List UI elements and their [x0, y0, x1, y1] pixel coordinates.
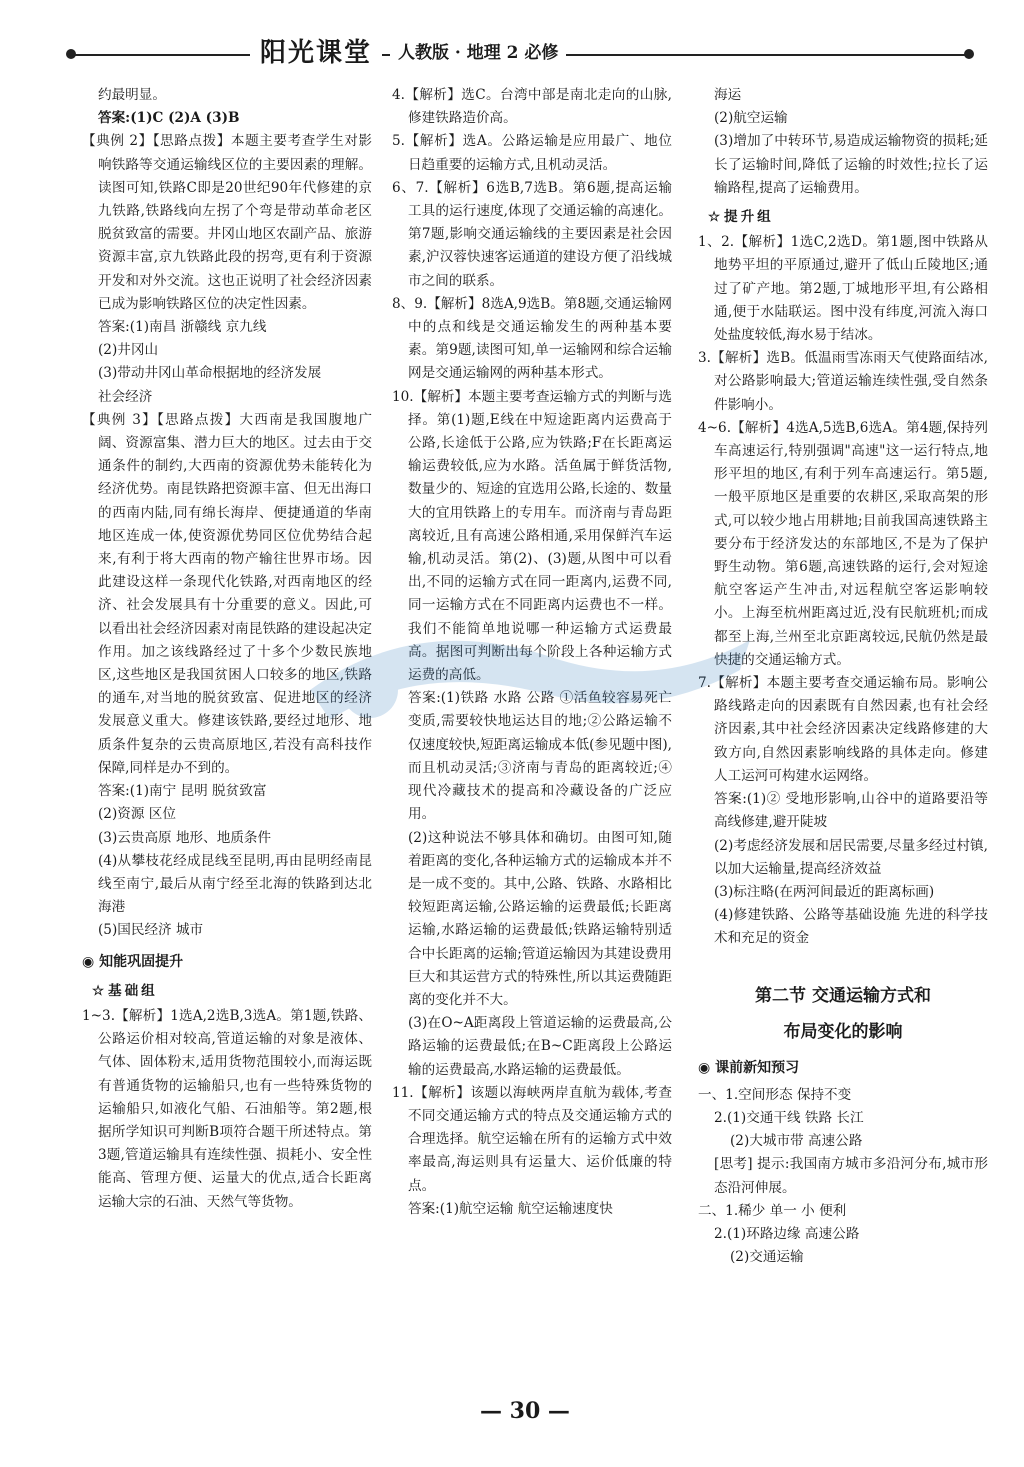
page-header	[70, 30, 970, 78]
chapter-title-cont: 布局变化的影响	[783, 1021, 903, 1042]
answer-line: (2)考虑经济发展和居民需要,尽量多经过村镇,以加大运输量,提高经济效益	[714, 837, 988, 877]
solution-paragraph: 1~3.【解析】1选A,2选B,3选A。第1题,铁路、公路运价相对较高,管道运输的对象是液体、气体、固体粉末,适用货物范围较小,而海运既有普通货物的运输船只,也有一些特殊货物的运输船只,如液化气船、石油船等。第2题,根据所学知识可判断B项符合题干所述特点。第3题,管道运输具有连续性强、损耗小、安全性能高、管理方便、运量大的优点,适合长距离运输大宗的石油、天然气等货物。	[82, 1007, 372, 1210]
star-icon: ☆	[92, 982, 108, 999]
solution-paragraph: 4.【解析】选C。台湾中部是南北走向的山脉,修建铁路造价高。	[392, 87, 672, 127]
example-paragraph: 【典例 2】【思路点拨】本题主要考查学生对影响铁路等交通运输线区位的主要因素的理解。读图可知,铁路C即是20世纪90年代修建的京九铁路,铁路线向左拐了个弯是带动革命老区脱贫致富的需要。井冈山地区农副产品、旅游资源丰富,京九铁路此段的拐弯,更有利于资源开发和对外交流。这也正说明了社会经济因素已成为影响铁路区位的决定性因素。	[82, 133, 372, 312]
answer-line: [思考] 提示:我国南方城市多沿河分布,城市形态沿河伸展。	[714, 1156, 988, 1196]
column-left	[82, 84, 372, 1214]
section-heading-consolidation: ◉ 知能巩固提升	[82, 953, 184, 970]
answer-line: 社会经济	[98, 388, 153, 405]
column-middle	[392, 84, 672, 1221]
answer-line: (2)交通运输	[730, 1249, 804, 1266]
answer-line: (3)增加了中转环节,易造成运输物资的损耗;延长了运输时间,降低了运输的时效性;拉长了运输路程,提高了运输费用。	[714, 133, 988, 196]
answer-line: 答案:(1)南昌 浙赣线 京九线	[98, 319, 267, 336]
solution-paragraph: 3.【解析】选B。低温雨雪冻雨天气使路面结冰,对公路影响最大;管道运输连续性强,受自然条件影响小。	[698, 350, 988, 413]
answer-line: (2)航空运输	[714, 110, 788, 127]
answer-line: (5)国民经济 城市	[98, 922, 204, 939]
answer-line: (2)大城市带 高速公路	[730, 1133, 863, 1150]
answer-paragraph: (2)这种说法不够具体和确切。由图可知,随着距离的变化,各种运输方式的运输成本并不是一成不变的。其中,公路、铁路、水路相比较短距离运输,公路运输的运费最低;长距离运输,水路运输的运费最低;铁路运输特别适合中长距离的运输;管道运输因为其建设费用巨大和其运营方式的特殊性,所以其运费随距离的变化并不大。	[408, 829, 672, 1008]
header-title: 阳光课堂	[250, 32, 382, 69]
header-dot-left	[66, 49, 76, 59]
chapter-title: 第二节 交通运输方式和	[755, 985, 931, 1006]
solution-paragraph: 11.【解析】该题以海峡两岸直航为载体,考查不同交通运输方式的特点及交通运输方式的合理选择。航空运输在所有的运输方式中效率最高,海运则具有运量大、运价低廉的特点。	[392, 1084, 672, 1194]
solution-paragraph: 8、9.【解析】8选A,9选B。第8题,交通运输网中的点和线是交通运输发生的两种基本要素。第9题,读图可知,单一运输网和综合运输网是交通运输网的两种基本形式。	[392, 295, 672, 382]
solution-paragraph: 7.【解析】本题主要考查交通运输布局。影响公路线路走向的因素既有自然因素,也有社会经济因素,其中社会经济因素决定线路修建的大致方向,自然因素影响线路的具体走向。修建人工运河可构建水运网络。	[698, 675, 988, 784]
answer-paragraph: (3)在O~A距离段上管道运输的运费最高,公路运输的运费最低;在B~C距离段上公路运输的运费最高,水路运输的运费最低。	[408, 1015, 672, 1078]
solution-paragraph: 6、7.【解析】6选B,7选B。第6题,提高运输工具的运行速度,体现了交通运输的高速化。第7题,影响交通运输线的主要因素是社会因素,沪汉蓉快速客运通道的建设方便了沿线城市之间的联系。	[392, 179, 672, 289]
header-subtitle: 人教版 · 地理 2 必修	[390, 38, 566, 63]
answer-paragraph: 答案:(1)铁路 水路 公路 ①活鱼较容易死亡变质,需要较快地运达目的地;②公路运输不仅速度较快,短距离运输成本低(参见题中图),而且机动灵活;③济南与青岛的距离较近;④现代冷藏技术的提高和冷藏设备的广泛应用。	[408, 690, 672, 823]
solution-paragraph: 10.【解析】本题主要考查运输方式的判断与选择。第(1)题,E线在中短途距离内运费高于公路,长途低于公路,应为铁路;F在长距离运输运费较低,应为水路。活鱼属于鲜货活物,数量少的、短途的宜选用公路,长途的、数量大的宜用铁路上的专用车。而济南与青岛距离较近,且有高速公路相通,采用保鲜汽车运输,机动灵活。第(2)、(3)题,从图中可以看出,不同的运输方式在同一距离内,运费不同,同一运输方式在不同距离内运费也不一样。我们不能简单地说哪一种运输方式运费最高。据图可判断出每个阶段上各种运输方式运费的高低。	[392, 388, 672, 684]
answer-line: 答案:(1)C (2)A (3)B	[98, 110, 240, 127]
answer-line: (2)井冈山	[98, 342, 159, 359]
solution-paragraph: 4~6.【解析】4选A,5选B,6选A。第4题,保持列车高速运行,特别强调"高速"这一运行特点,地形平坦的地区,有利于列车高速运行。第5题,一般平原地区是重要的农耕区,采取高架的形式,可以较少地占用耕地;目前我国高速铁路主要分布于经济发达的东部地区,不是为了保护野生动物。第6题,高速铁路的运行,会对短途航空客运产生冲击,对远程航空客运影响较小。上海至杭州距离过近,没有民航班机;而成都至上海,兰州至北京距离较远,民航仍然是最快捷的交通运输方式。	[698, 419, 988, 668]
column-right	[698, 84, 988, 1269]
answer-line: (3)云贵高原 地形、地质条件	[98, 829, 272, 846]
header-dot-right	[964, 49, 974, 59]
subsection-heading-basic: ☆基础组	[92, 980, 372, 1003]
answer-line: 答案:(1)南宁 昆明 脱贫致富	[98, 783, 267, 800]
section-heading-preview: ◉ 课前新知预习	[698, 1059, 800, 1076]
solution-paragraph: 5.【解析】选A。公路运输是应用最广、地位日趋重要的运输方式,且机动灵活。	[392, 133, 672, 173]
subsection-heading-advanced: ☆提升组	[708, 206, 988, 229]
answer-line: (4)修建铁路、公路等基础设施 先进的科学技术和充足的资金	[714, 907, 988, 947]
answer-line: 二、1.稀少 单一 小 便利	[698, 1202, 847, 1219]
text-line: 约最明显。	[98, 87, 166, 103]
page-number: — 30 —	[480, 1398, 570, 1424]
example-paragraph: 【典例 3】【思路点拨】大西南是我国腹地广阔、资源富集、潜力巨大的地区。过去由于交通条件的制约,大西南的资源优势未能转化为经济优势。南昆铁路把资源丰富、但无出海口的西南内陆,同有绵长海岸、便捷通道的华南地区连成一体,使资源优势同区位优势结合起来,有利于将大西南的物产输往世界市场。因此建设这样一条现代化铁路,对西南地区的经济、社会发展具有十分重要的意义。因此,可以看出社会经济因素对南昆铁路的建设起决定作用。加之该线路经过了十多个少数民族地区,这些地区是我国贫困人口较多的地区,铁路的通车,对当地的脱贫致富、促进地区的经济发展意义重大。修建该铁路,要经过地形、地质条件复杂的云贵高原地区,若没有高科技作保障,同样是办不到的。	[82, 411, 372, 776]
section-icon: ◉	[698, 1059, 711, 1076]
answer-line: 一、1.空间形态 保持不变	[698, 1086, 852, 1103]
section-icon: ◉	[82, 953, 95, 970]
answer-line: 2.(1)交通干线 铁路 长江	[714, 1109, 864, 1126]
answer-line: 2.(1)环路边缘 高速公路	[714, 1225, 860, 1242]
answer-line: (4)从攀枝花经成昆线至昆明,再由昆明经南昆线至南宁,最后从南宁经至北海的铁路到达北海港	[98, 852, 372, 916]
solution-paragraph: 1、2.【解析】1选C,2选D。第1题,图中铁路从地势平坦的平原通过,避开了低山丘陵地区;通过了矿产地。第2题,丁城地形平坦,有公路相通,便于水陆联运。图中没有纬度,河流入海口处盐度较低,海水易于结冰。	[698, 234, 988, 344]
answer-line: (2)资源 区位	[98, 806, 176, 823]
answer-line: 答案:(1)航空运输 航空运输速度快	[408, 1200, 613, 1217]
star-icon: ☆	[708, 209, 724, 226]
answer-line: 答案:(1)② 受地形影响,山谷中的道路要沿等高线修建,避开陡坡	[714, 791, 988, 831]
answer-line: (3)带动井冈山革命根据地的经济发展	[98, 365, 322, 382]
answer-line: 海运	[714, 87, 742, 103]
answer-line: (3)标注略(在两河间最近的距离标画)	[714, 883, 935, 900]
